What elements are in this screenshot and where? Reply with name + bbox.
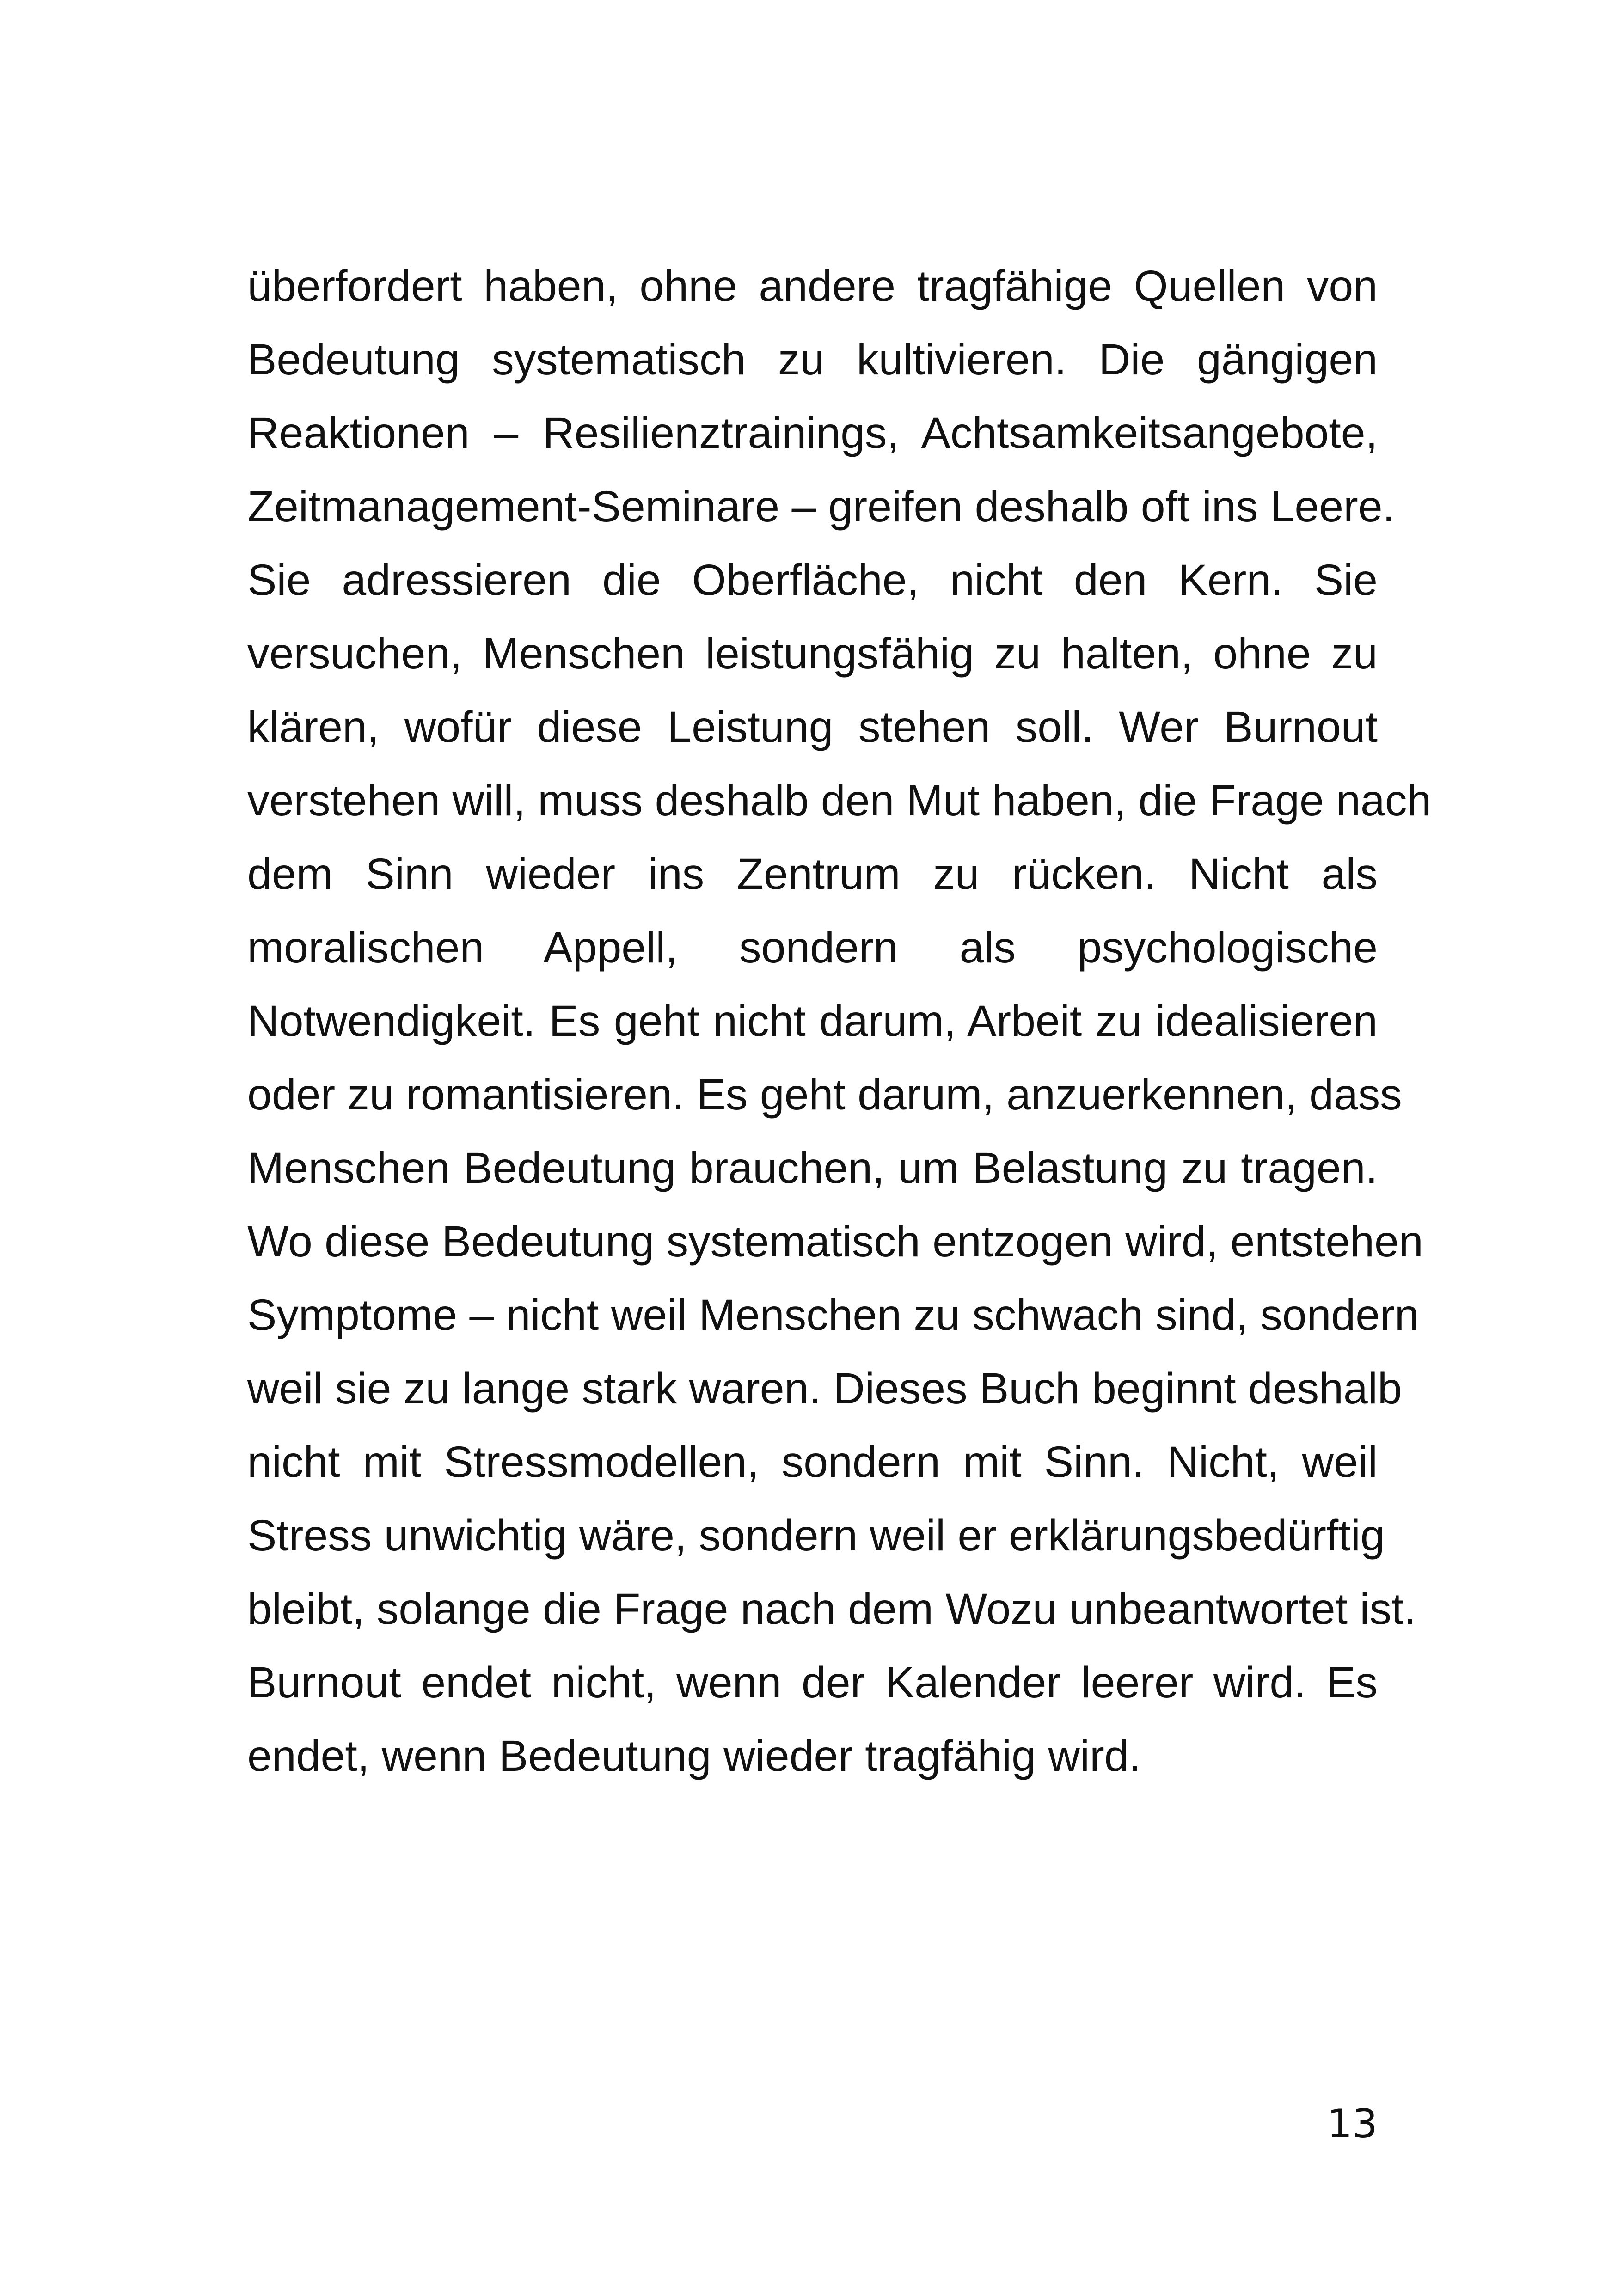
page-number: 13 — [1327, 2101, 1378, 2147]
text-line: Stress unwichtig wäre, sondern weil er erklärungsbedürftig — [247, 1511, 1385, 1560]
text-line: Zeitmanagement-Seminare – greifen deshalb oft ins Leere. — [247, 482, 1395, 531]
text-line: Wo diese Bedeutung systematisch entzogen wird, entstehen — [247, 1217, 1423, 1266]
text-line: verstehen will, muss deshalb den Mut haben, die Frage nach — [247, 776, 1432, 825]
text-line: Bedeutung systematisch zu kultivieren. Die gängigen — [247, 335, 1378, 384]
text-line: oder zu romantisieren. Es geht darum, anzuerkennen, dass — [247, 1070, 1402, 1119]
text-line: Burnout endet nicht, wenn der Kalender leerer wird. Es — [247, 1658, 1378, 1707]
text-line: Sie adressieren die Oberfläche, nicht den Kern. Sie — [247, 556, 1378, 605]
text-line: klären, wofür diese Leistung stehen soll. Wer Burnout — [247, 703, 1378, 752]
text-line: Menschen Bedeutung brauchen, um Belastung zu tragen. — [247, 1144, 1378, 1193]
body-paragraph — [247, 250, 1432, 1793]
text-line: überfordert haben, ohne andere tragfähige Quellen von — [247, 262, 1378, 311]
text-line-last: endet, wenn Bedeutung wieder tragfähig wird. — [247, 1732, 1141, 1781]
text-line: versuchen, Menschen leistungsfähig zu halten, ohne zu — [247, 629, 1378, 678]
text-line: weil sie zu lange stark waren. Dieses Buch beginnt deshalb — [247, 1364, 1402, 1413]
text-line: Symptome – nicht weil Menschen zu schwach sind, sondern — [247, 1291, 1419, 1340]
text-line: moralischen Appell, sondern als psychologische — [247, 923, 1378, 972]
text-line: Notwendigkeit. Es geht nicht darum, Arbeit zu idealisieren — [247, 997, 1378, 1046]
text-line: dem Sinn wieder ins Zentrum zu rücken. Nicht als — [247, 850, 1378, 899]
text-line: nicht mit Stressmodellen, sondern mit Sinn. Nicht, weil — [247, 1438, 1378, 1487]
text-line: bleibt, solange die Frage nach dem Wozu unbeantwortet ist. — [247, 1585, 1416, 1634]
text-line: Reaktionen – Resilienztrainings, Achtsamkeitsangebote, — [247, 409, 1378, 458]
